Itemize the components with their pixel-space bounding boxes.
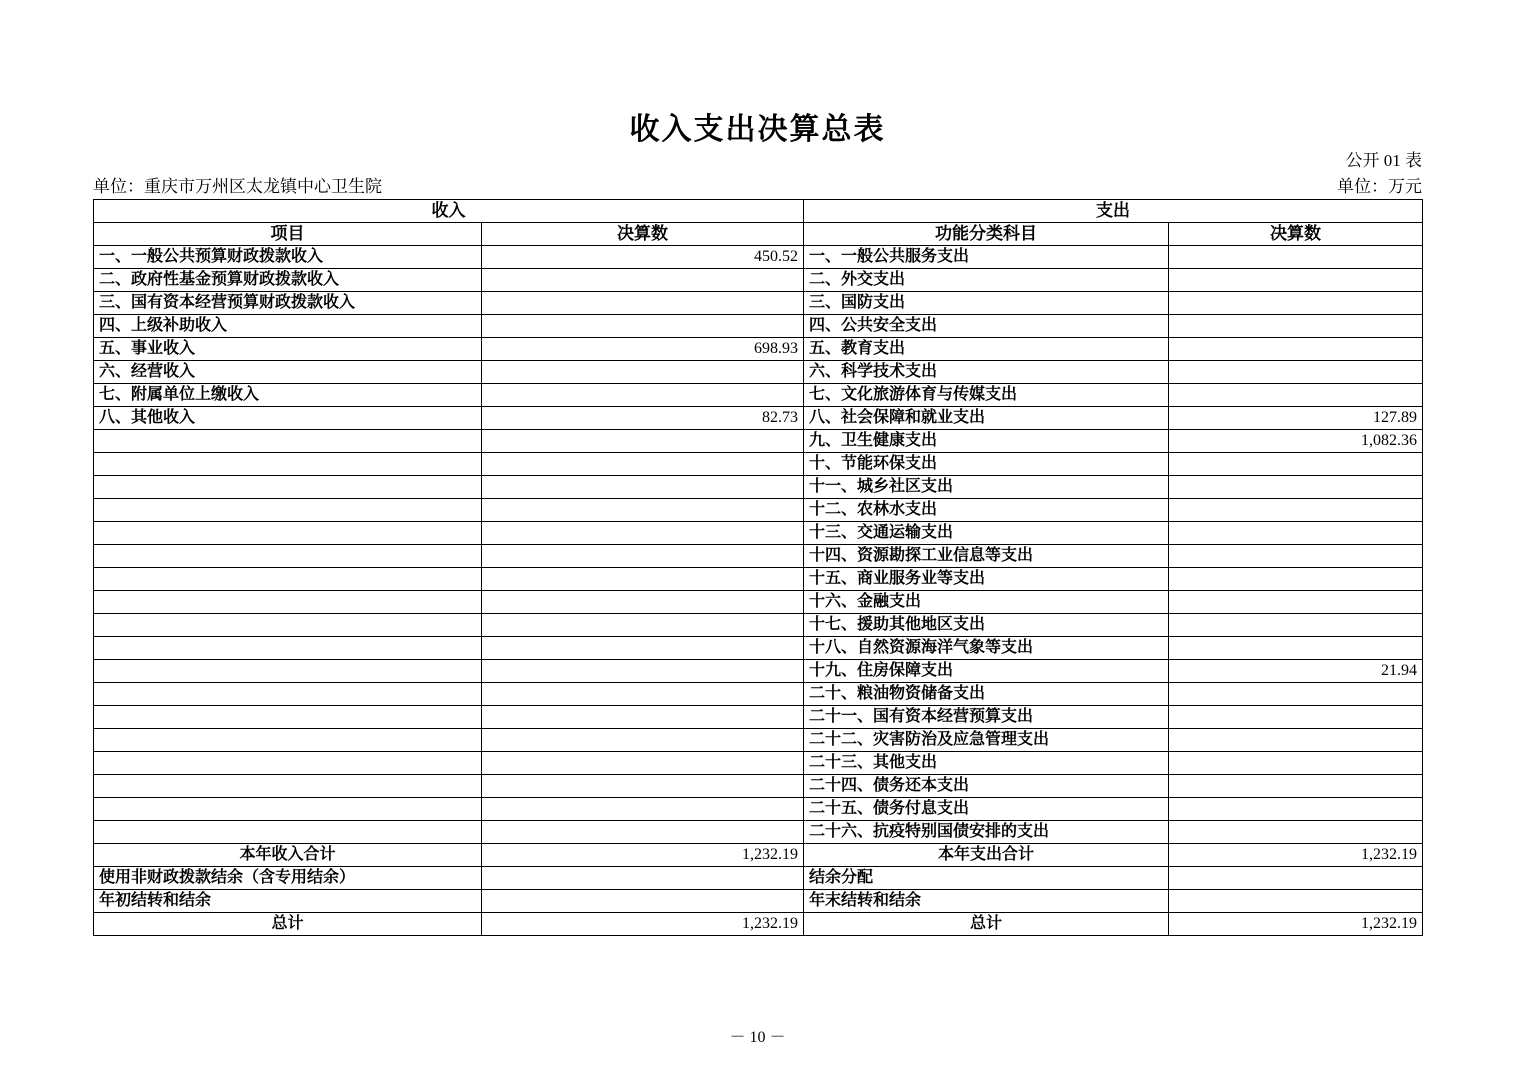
- income-item-cell: [94, 430, 482, 453]
- table-row: [94, 407, 1423, 430]
- meta-row: [93, 172, 1422, 197]
- expenditure-item-cell: 七、文化旅游体育与传媒支出: [804, 384, 1169, 407]
- expenditure-item-cell: 二十、粮油物资储备支出: [804, 683, 1169, 706]
- income-value-cell: [482, 867, 804, 890]
- expenditure-item-cell: 二、外交支出: [804, 269, 1169, 292]
- income-value-cell: [482, 568, 804, 591]
- income-value-cell: 698.93: [482, 338, 804, 361]
- expenditure-item-cell: 二十一、国有资本经营预算支出: [804, 706, 1169, 729]
- table-row: [94, 844, 1423, 867]
- income-item-cell: 六、经营收入: [94, 361, 482, 384]
- table-row: [94, 246, 1423, 269]
- income-value-cell: [482, 775, 804, 798]
- expenditure-value-cell: [1169, 315, 1423, 338]
- income-item-cell: [94, 729, 482, 752]
- table-row: [94, 867, 1423, 890]
- expenditure-value-cell: [1169, 729, 1423, 752]
- table-row: [94, 269, 1423, 292]
- expenditure-item-column-header: 功能分类科目: [804, 223, 1169, 246]
- expenditure-value-cell: 21.94: [1169, 660, 1423, 683]
- page-title: 收入支出决算总表: [629, 113, 886, 146]
- expenditure-item-cell: 总计: [804, 913, 1169, 936]
- expenditure-value-cell: [1169, 775, 1423, 798]
- table-row: [94, 798, 1423, 821]
- income-item-cell: 七、附属单位上缴收入: [94, 384, 482, 407]
- table-row: [94, 292, 1423, 315]
- table-row: [94, 706, 1423, 729]
- income-value-cell: 1,232.19: [482, 844, 804, 867]
- income-value-cell: [482, 752, 804, 775]
- income-item-cell: 二、政府性基金预算财政拨款收入: [94, 269, 482, 292]
- table-row: [94, 729, 1423, 752]
- expenditure-item-cell: 二十五、债务付息支出: [804, 798, 1169, 821]
- income-item-cell: 一、一般公共预算财政拨款收入: [94, 246, 482, 269]
- expenditure-value-cell: [1169, 338, 1423, 361]
- expenditure-value-cell: [1169, 568, 1423, 591]
- expenditure-value-cell: 1,082.36: [1169, 430, 1423, 453]
- income-item-cell: [94, 499, 482, 522]
- column-header-row: [94, 223, 1423, 246]
- income-value-cell: [482, 430, 804, 453]
- income-value-cell: 1,232.19: [482, 913, 804, 936]
- table-row: [94, 821, 1423, 844]
- income-value-cell: [482, 476, 804, 499]
- income-value-cell: [482, 821, 804, 844]
- income-value-cell: [482, 729, 804, 752]
- table-row: [94, 591, 1423, 614]
- income-value-cell: [482, 890, 804, 913]
- expenditure-value-cell: 127.89: [1169, 407, 1423, 430]
- expenditure-item-cell: 本年支出合计: [804, 844, 1169, 867]
- unit-org-label: 单位：重庆市万州区太龙镇中心卫生院: [93, 177, 382, 196]
- income-value-cell: [482, 683, 804, 706]
- expenditure-value-cell: [1169, 361, 1423, 384]
- income-item-cell: [94, 752, 482, 775]
- table-row: [94, 315, 1423, 338]
- table-row: [94, 499, 1423, 522]
- expenditure-value-cell: [1169, 706, 1423, 729]
- income-value-cell: [482, 798, 804, 821]
- expenditure-item-cell: 五、教育支出: [804, 338, 1169, 361]
- expenditure-value-cell: [1169, 269, 1423, 292]
- income-item-cell: [94, 775, 482, 798]
- income-value-cell: [482, 499, 804, 522]
- income-item-cell: [94, 821, 482, 844]
- expenditure-value-cell: [1169, 890, 1423, 913]
- expenditure-item-cell: 九、卫生健康支出: [804, 430, 1169, 453]
- table-row: [94, 338, 1423, 361]
- income-value-cell: [482, 637, 804, 660]
- income-value-cell: [482, 522, 804, 545]
- table-row: [94, 614, 1423, 637]
- expenditure-value-column-header: 决算数: [1169, 223, 1423, 246]
- expenditure-item-cell: 十一、城乡社区支出: [804, 476, 1169, 499]
- table-row: [94, 522, 1423, 545]
- income-value-cell: 450.52: [482, 246, 804, 269]
- income-section-header: 收入: [94, 200, 804, 223]
- income-item-cell: [94, 591, 482, 614]
- expenditure-value-cell: [1169, 499, 1423, 522]
- expenditure-value-cell: [1169, 683, 1423, 706]
- expenditure-section-header: 支出: [804, 200, 1423, 223]
- income-item-cell: [94, 660, 482, 683]
- income-item-cell: 三、国有资本经营预算财政拨款收入: [94, 292, 482, 315]
- income-value-cell: 82.73: [482, 407, 804, 430]
- table-row: [94, 430, 1423, 453]
- summary-table: [93, 199, 1423, 936]
- income-item-column-header: 项目: [94, 223, 482, 246]
- income-value-column-header: 决算数: [482, 223, 804, 246]
- income-value-cell: [482, 269, 804, 292]
- income-item-cell: [94, 568, 482, 591]
- income-value-cell: [482, 591, 804, 614]
- income-value-cell: [482, 453, 804, 476]
- expenditure-value-cell: [1169, 292, 1423, 315]
- table-row: [94, 545, 1423, 568]
- income-value-cell: [482, 361, 804, 384]
- expenditure-value-cell: 1,232.19: [1169, 913, 1423, 936]
- table-row: [94, 683, 1423, 706]
- income-item-cell: 年初结转和结余: [94, 890, 482, 913]
- expenditure-value-cell: [1169, 821, 1423, 844]
- expenditure-item-cell: 二十三、其他支出: [804, 752, 1169, 775]
- income-item-cell: 五、事业收入: [94, 338, 482, 361]
- table-row: [94, 568, 1423, 591]
- income-item-cell: 八、其他收入: [94, 407, 482, 430]
- income-item-cell: [94, 545, 482, 568]
- expenditure-value-cell: [1169, 476, 1423, 499]
- table-row: [94, 890, 1423, 913]
- expenditure-value-cell: [1169, 384, 1423, 407]
- expenditure-value-cell: [1169, 591, 1423, 614]
- table-row: [94, 384, 1423, 407]
- expenditure-item-cell: 年末结转和结余: [804, 890, 1169, 913]
- expenditure-value-cell: 1,232.19: [1169, 844, 1423, 867]
- expenditure-item-cell: 十九、住房保障支出: [804, 660, 1169, 683]
- table-row: [94, 453, 1423, 476]
- income-value-cell: [482, 545, 804, 568]
- table-row: [94, 361, 1423, 384]
- expenditure-item-cell: 一、一般公共服务支出: [804, 246, 1169, 269]
- page-number: － 10 －: [729, 1029, 786, 1046]
- income-item-cell: 使用非财政拨款结余（含专用结余）: [94, 867, 482, 890]
- table-row: [94, 913, 1423, 936]
- expenditure-value-cell: [1169, 545, 1423, 568]
- expenditure-item-cell: 十六、金融支出: [804, 591, 1169, 614]
- expenditure-value-cell: [1169, 453, 1423, 476]
- unit-of-measure-label: 单位：万元: [1337, 177, 1422, 196]
- expenditure-value-cell: [1169, 246, 1423, 269]
- expenditure-item-cell: 十四、资源勘探工业信息等支出: [804, 545, 1169, 568]
- expenditure-item-cell: 十五、商业服务业等支出: [804, 568, 1169, 591]
- expenditure-item-cell: 二十六、抗疫特别国债安排的支出: [804, 821, 1169, 844]
- income-value-cell: [482, 706, 804, 729]
- table-code-label: 公开 01 表: [1345, 151, 1422, 170]
- income-item-cell: [94, 637, 482, 660]
- income-item-cell: [94, 476, 482, 499]
- expenditure-item-cell: 四、公共安全支出: [804, 315, 1169, 338]
- income-item-cell: [94, 453, 482, 476]
- expenditure-item-cell: 结余分配: [804, 867, 1169, 890]
- expenditure-item-cell: 二十二、灾害防治及应急管理支出: [804, 729, 1169, 752]
- table-row: [94, 476, 1423, 499]
- income-value-cell: [482, 614, 804, 637]
- income-item-cell: 总计: [94, 913, 482, 936]
- income-item-cell: 本年收入合计: [94, 844, 482, 867]
- expenditure-value-cell: [1169, 752, 1423, 775]
- income-item-cell: [94, 522, 482, 545]
- income-value-cell: [482, 384, 804, 407]
- expenditure-value-cell: [1169, 637, 1423, 660]
- table-row: [94, 775, 1423, 798]
- expenditure-value-cell: [1169, 614, 1423, 637]
- income-item-cell: [94, 706, 482, 729]
- income-value-cell: [482, 292, 804, 315]
- income-item-cell: [94, 798, 482, 821]
- expenditure-item-cell: 六、科学技术支出: [804, 361, 1169, 384]
- table-row: [94, 752, 1423, 775]
- expenditure-item-cell: 二十四、债务还本支出: [804, 775, 1169, 798]
- expenditure-value-cell: [1169, 798, 1423, 821]
- income-item-cell: [94, 683, 482, 706]
- expenditure-item-cell: 十八、自然资源海洋气象等支出: [804, 637, 1169, 660]
- expenditure-item-cell: 十二、农林水支出: [804, 499, 1169, 522]
- income-item-cell: [94, 614, 482, 637]
- expenditure-item-cell: 八、社会保障和就业支出: [804, 407, 1169, 430]
- section-header-row: [94, 200, 1423, 223]
- expenditure-item-cell: 十、节能环保支出: [804, 453, 1169, 476]
- expenditure-item-cell: 三、国防支出: [804, 292, 1169, 315]
- table-row: [94, 637, 1423, 660]
- expenditure-value-cell: [1169, 522, 1423, 545]
- income-item-cell: 四、上级补助收入: [94, 315, 482, 338]
- income-value-cell: [482, 660, 804, 683]
- income-value-cell: [482, 315, 804, 338]
- table-row: [94, 660, 1423, 683]
- expenditure-value-cell: [1169, 867, 1423, 890]
- expenditure-item-cell: 十三、交通运输支出: [804, 522, 1169, 545]
- expenditure-item-cell: 十七、援助其他地区支出: [804, 614, 1169, 637]
